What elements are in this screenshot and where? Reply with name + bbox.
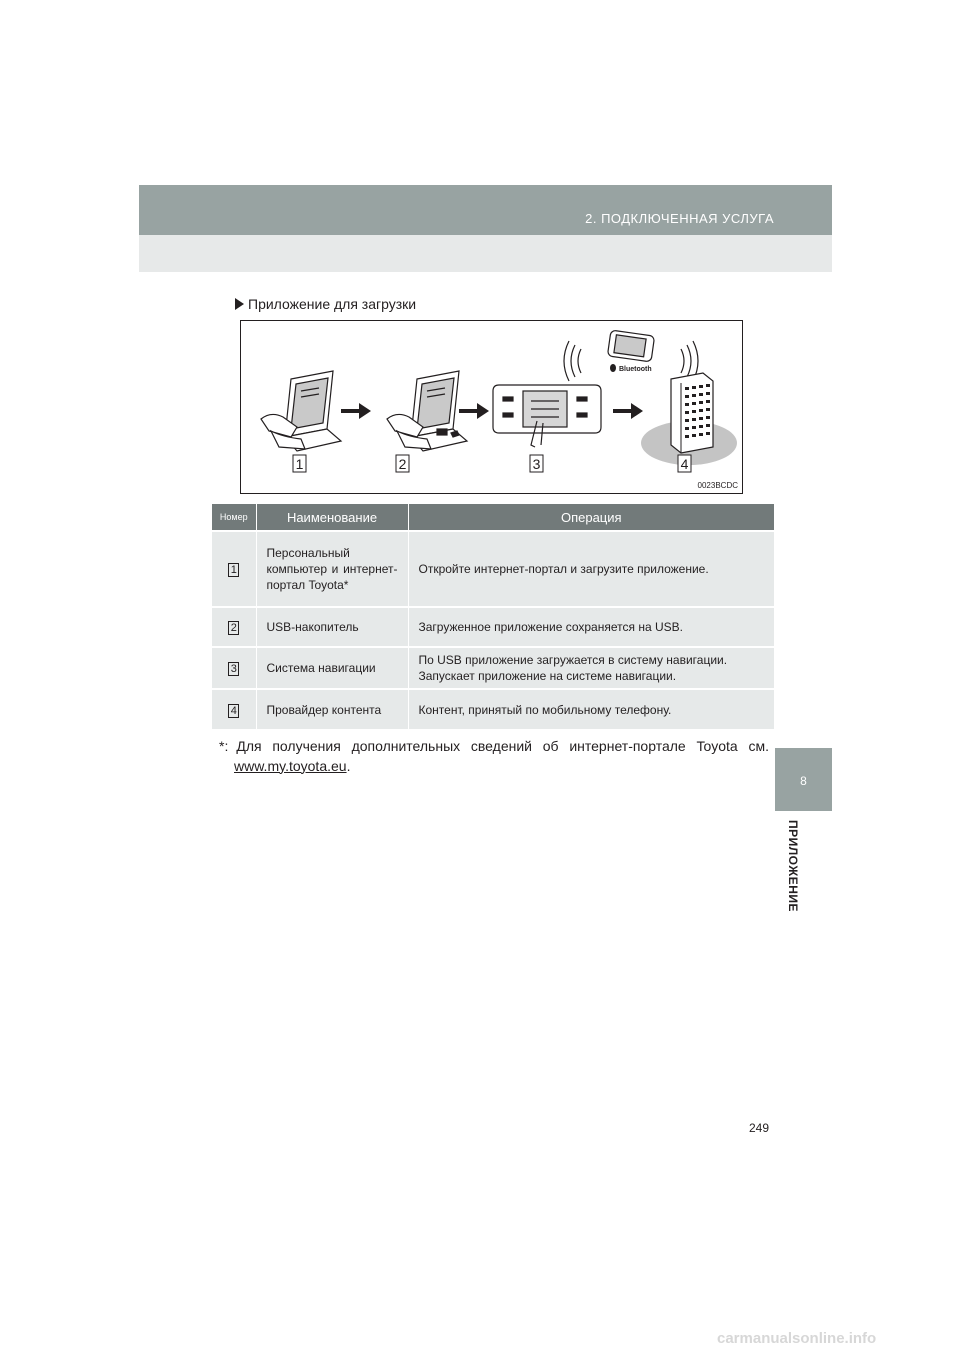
footnote-word: Toyota [696, 738, 738, 754]
row-name: Провайдер контента [256, 689, 408, 729]
step-3-label: 3 [532, 456, 541, 472]
mobile-phone-icon [607, 330, 654, 362]
column-header-number: Номер [212, 504, 256, 531]
footnote-link-line [219, 757, 769, 777]
footnote-word: получения [272, 738, 341, 754]
footnote-word: об [542, 738, 559, 754]
row-number: 3 [228, 662, 239, 676]
row-operation: Контент, принятый по мобильному телефону. [408, 689, 774, 729]
row-operation: По USB приложение загружается в систему навигации. Запускает приложение на системе навигации. [408, 647, 774, 689]
header-subband [139, 235, 832, 272]
chapter-tab-label: ПРИЛОЖЕНИЕ [786, 820, 800, 912]
table-row [212, 607, 774, 647]
section-heading [235, 296, 416, 312]
chapter-tab [775, 748, 832, 811]
row-name: Персональный компьютер и интернет-портал Toyota* [256, 531, 408, 607]
row-operation: Загруженное приложение сохраняется на USB. [408, 607, 774, 647]
row-number: 1 [228, 563, 239, 577]
navigation-unit-icon [493, 385, 601, 447]
step-number-boxes [293, 455, 691, 472]
step-2-label: 2 [398, 456, 407, 472]
row-number-cell [212, 689, 256, 729]
row-number-cell [212, 531, 256, 607]
chapter-tab-number: 8 [800, 774, 807, 788]
operations-table [212, 504, 774, 729]
footnote-word: см. [748, 738, 769, 754]
footnote-word: Для [236, 738, 262, 754]
chapter-title: 2. ПОДКЛЮЧЕННАЯ УСЛУГА [585, 211, 774, 226]
footnote-word: интернет-портале [569, 738, 686, 754]
footnote-marker: *: [219, 738, 229, 754]
page-number: 249 [749, 1121, 770, 1135]
table-header-row [212, 504, 774, 531]
table-row [212, 531, 774, 607]
row-number: 2 [228, 621, 239, 635]
footnote-end: . [346, 757, 351, 774]
bluetooth-label: Bluetooth [619, 366, 652, 373]
laptop-icon [261, 371, 341, 451]
section-heading-text: Приложение для загрузки [248, 296, 417, 312]
footnote-word: сведений [470, 738, 532, 754]
figure-code: 0023BCDC [697, 481, 738, 490]
footnote-word: дополнительных [351, 738, 461, 754]
arrow-right-icon [613, 403, 643, 419]
footnote-line [219, 737, 769, 757]
table-row [212, 647, 774, 689]
laptop-usb-icon [387, 371, 467, 451]
download-flow-figure [240, 320, 743, 494]
download-flow-illustration [241, 321, 744, 495]
row-name: USB-накопитель [256, 607, 408, 647]
toyota-portal-link[interactable]: www.my.toyota.eu [234, 757, 347, 774]
row-operation: Откройте интернет-портал и загрузите приложение. [408, 531, 774, 607]
content-provider-building-icon [641, 373, 737, 465]
header-band [139, 185, 832, 235]
column-header-name: Наименование [256, 504, 408, 531]
watermark: carmanualsonline.info [717, 1330, 877, 1347]
triangle-bullet-icon [235, 298, 244, 310]
arrow-right-icon [341, 403, 371, 419]
footnote-text [236, 737, 769, 757]
table-row [212, 689, 774, 729]
footnote [219, 737, 769, 776]
row-number: 4 [228, 704, 239, 718]
row-number-cell [212, 607, 256, 647]
bluetooth-icon [610, 364, 652, 373]
column-header-operation: Операция [408, 504, 774, 531]
arrow-right-icon [459, 403, 489, 419]
step-1-label: 1 [295, 456, 304, 472]
row-number-cell [212, 647, 256, 689]
step-4-label: 4 [680, 456, 689, 472]
row-name: Система навигации [256, 647, 408, 689]
